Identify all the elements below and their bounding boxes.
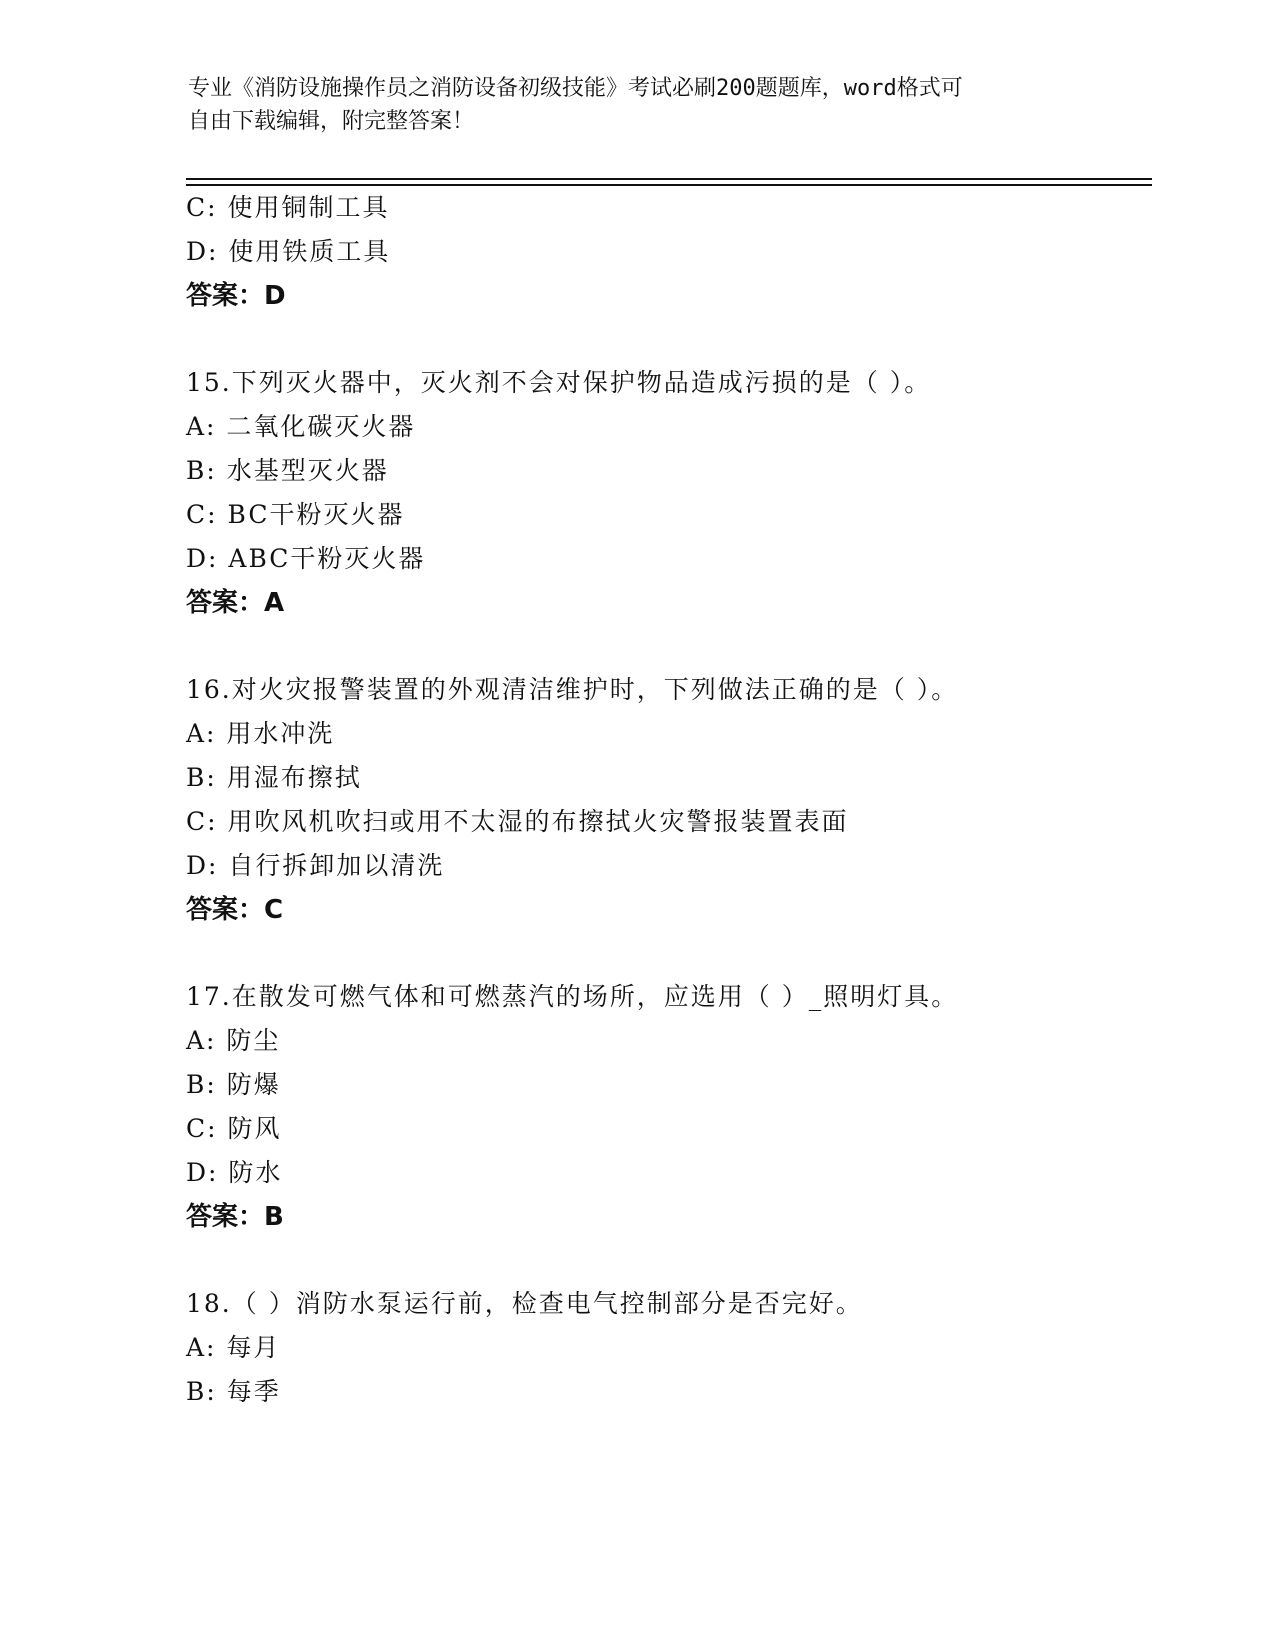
option-b: B: 水基型灭火器 — [186, 456, 389, 485]
option-d: D: ABC干粉灭火器 — [186, 544, 426, 573]
header-divider-top — [186, 178, 1152, 180]
option-b: B: 每季 — [186, 1377, 281, 1406]
question-stem: 15.下列灭火器中，灭火剂不会对保护物品造成污损的是（ ）。 — [186, 368, 932, 397]
document-header — [188, 72, 1088, 138]
option-c: C: 使用铜制工具 — [186, 193, 390, 222]
question-stem: 17.在散发可燃气体和可燃蒸汽的场所，应选用（ ）_照明灯具。 — [186, 982, 959, 1011]
header-line-2: 自由下载编辑，附完整答案！ — [188, 109, 475, 134]
answer-line: 答案：A — [186, 588, 285, 618]
header-line-1: 专业《消防设施操作员之消防设备初级技能》考试必刷200题题库，word格式可 — [188, 76, 963, 101]
answer-line: 答案：B — [186, 1202, 284, 1232]
option-c: C: BC干粉灭火器 — [186, 500, 405, 529]
question-stem: 16.对火灾报警装置的外观清洁维护时，下列做法正确的是（ ）。 — [186, 675, 959, 704]
option-d: D: 自行拆卸加以清洗 — [186, 851, 445, 880]
answer-line: 答案：C — [186, 895, 284, 925]
option-a: A: 用水冲洗 — [186, 719, 335, 748]
option-b: B: 用湿布擦拭 — [186, 763, 362, 792]
answer-line: 答案：D — [186, 281, 286, 311]
question-stem: 18.（ ）消防水泵运行前，检查电气控制部分是否完好。 — [186, 1289, 863, 1318]
option-c: C: 用吹风机吹扫或用不太湿的布擦拭火灾警报装置表面 — [186, 807, 849, 836]
option-c: C: 防风 — [186, 1114, 282, 1143]
header-divider-bottom — [186, 184, 1152, 186]
option-d: D: 防水 — [186, 1158, 283, 1187]
option-b: B: 防爆 — [186, 1070, 281, 1099]
option-a: A: 防尘 — [186, 1026, 281, 1055]
option-d: D: 使用铁质工具 — [186, 237, 391, 266]
option-a: A: 二氧化碳灭火器 — [186, 412, 416, 441]
option-a: A: 每月 — [186, 1333, 281, 1362]
